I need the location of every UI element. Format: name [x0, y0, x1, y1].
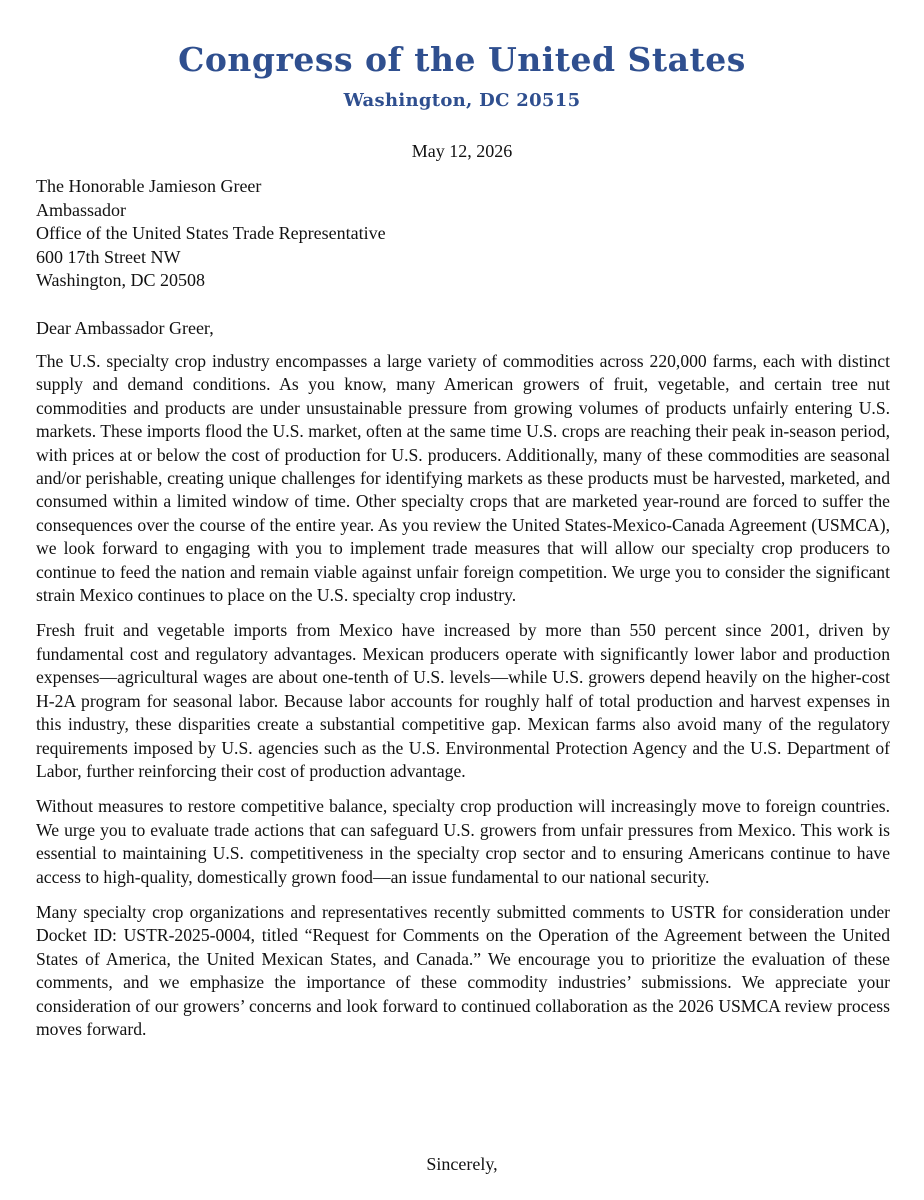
recipient-title: Ambassador	[36, 199, 126, 220]
recipient-address	[36, 175, 386, 293]
body-paragraph-2: Fresh fruit and vegetable imports from Mexico have increased by more than 550 percent since 2001, driven by fundamental cost and regulatory advantages. Mexican producers operate with significantly lower labor and production expenses—agricultural wages are about one-tenth of U.S. levels—while U.S. growers depend heavily on the higher-cost H-2A program for seasonal labor. Because labor accounts for roughly half of total production and harvest expenses in this industry, these disparities create a substantial competitive gap. Mexican farms also avoid many of the regulatory requirements imposed by U.S. agencies such as the U.S. Environmental Protection Agency and the U.S. Department of Labor, further reinforcing their cost of production advantage.	[36, 620, 890, 781]
recipient-street: 600 17th Street NW	[36, 246, 181, 267]
body-paragraph-4: Many specialty crop organizations and representatives recently submitted comments to USTR for consideration under Docket ID: USTR-2025-0004, titled “Request for Comments on the Operation of the Agreement between the United States of America, the United Mexican States, and Canada.” We encourage you to prioritize the evaluation of these comments, and we emphasize the importance of these commodity industries’ submissions. We appreciate your consideration of our growers’ concerns and look forward to continued collaboration as the 2026 USMCA review process moves forward.	[36, 901, 890, 1039]
recipient-name: The Honorable Jamieson Greer	[36, 176, 262, 196]
recipient-office: Office of the United States Trade Representative	[36, 223, 386, 243]
salutation: Dear Ambassador Greer,	[36, 318, 214, 338]
body-paragraph-3: Without measures to restore competitive balance, specialty crop production will increasingly move to foreign countries. We urge you to evaluate trade actions that can safeguard U.S. growers from unfair pressures from Mexico. This work is essential to maintaining U.S. competitiveness in the specialty crop sector and to ensuring Americans continue to have access to high-quality, domestically grown food—an issue fundamental to our national security.	[36, 796, 890, 887]
body-paragraph-1: The U.S. specialty crop industry encompasses a large variety of commodities across 220,000 farms, each with distinct supply and demand conditions. As you know, many American growers of fruit, vegetable, and certain tree nut commodities and products are under unsustainable pressure from growing volumes of products unfairly entering U.S. markets. These imports flood the U.S. market, often at the same time U.S. crops are reaching their peak in-season period, with prices at or below the cost of production for U.S. producers. Additionally, many of these commodities are seasonal and/or perishable, creating unique challenges for identifying markets as these products must be harvested, marketed, and consumed within a limited window of time. Other specialty crops that are marketed year-round are forced to suffer the consequences over the course of the entire year. As you review the United States-Mexico-Canada Agreement (USMCA), we look forward to engaging with you to implement trade measures that will allow our specialty crop producers to continue to feed the nation and remain viable against unfair foreign competition. We urge you to consider the significant strain Mexico continues to place on the U.S. specialty crop industry.	[36, 351, 890, 606]
recipient-city: Washington, DC 20508	[36, 270, 206, 290]
letterhead-subtitle: Washington, DC 20515	[343, 90, 581, 111]
letter-date: May 12, 2026	[411, 141, 513, 161]
letterhead-title: Congress of the United States	[178, 40, 746, 79]
letter-body	[36, 350, 890, 1053]
closing: Sincerely,	[426, 1154, 498, 1174]
